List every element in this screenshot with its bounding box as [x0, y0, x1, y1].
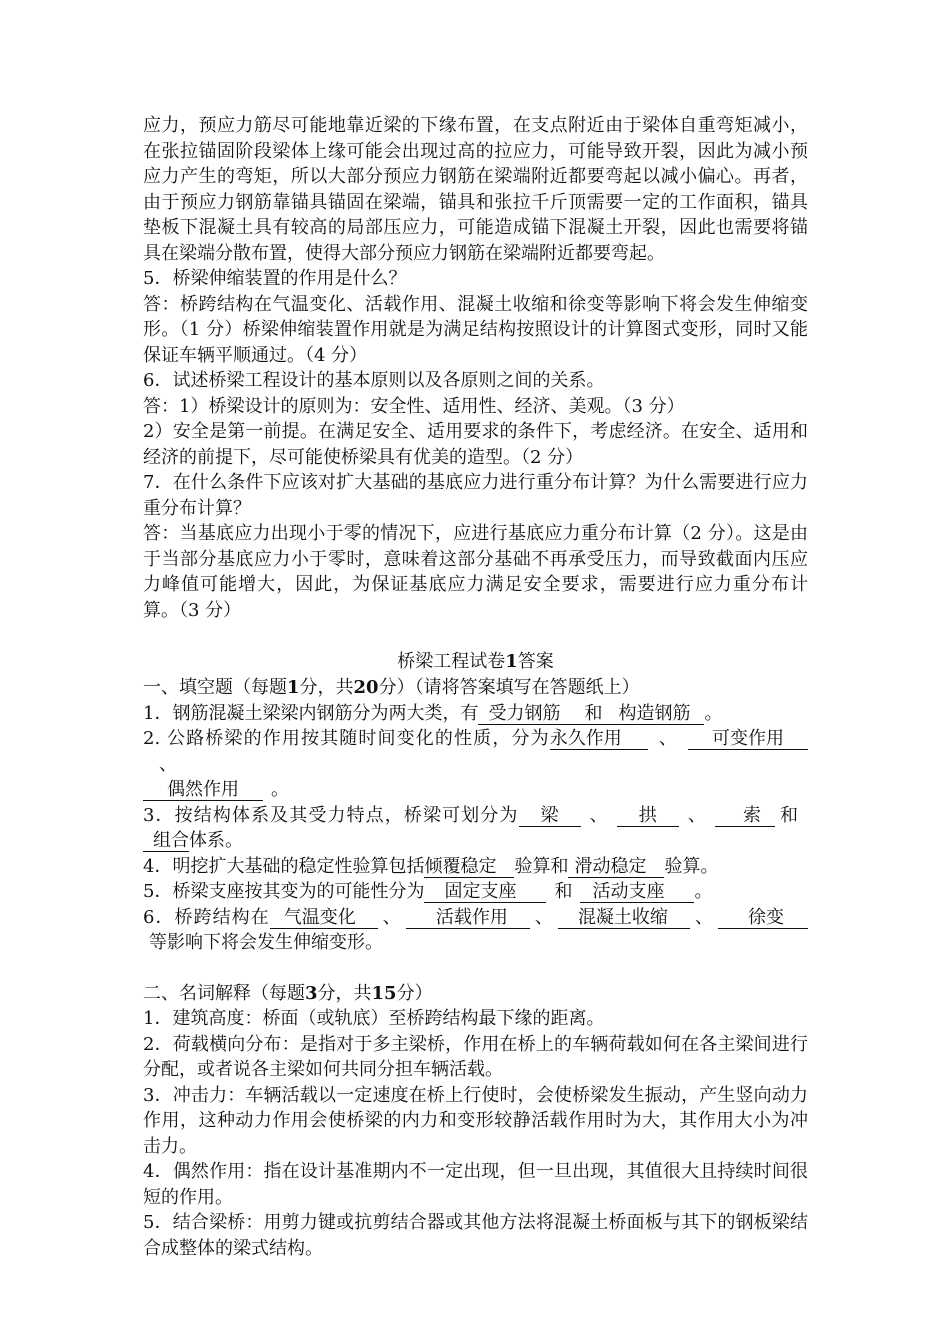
blank-answer: 永久作用 — [550, 729, 648, 750]
fill-blank-5: 5．桥梁支座按其变为的可能性分为 固定支座 和 活动支座 。 — [143, 881, 713, 902]
question-7: 7．在什么条件下应该对扩大基础的基底应力进行重分布计算？为什么需要进行应力重分布计算？ — [143, 472, 808, 519]
term-1: 1．建筑高度：桥面（或轨底）至桥跨结构最下缘的距离。 — [143, 1008, 605, 1029]
blank-answer: 可变作用 — [688, 729, 808, 750]
fill-blank-6: 6．桥跨结构在 气温变化 、 活载作用 、 混凝土收缩 、 徐变等影响下将会发生伸缩变形。 — [143, 905, 808, 956]
blank-answer: 倾覆稳定 — [424, 857, 514, 878]
blank-answer: 梁 — [519, 806, 581, 827]
question-5: 5．桥梁伸缩装置的作用是什么？ — [143, 268, 407, 289]
document-page — [143, 113, 808, 1261]
answer-6-part-2: 2）安全是第一前提。在满足安全、适用要求的条件下，考虑经济。在安全、适用和经济的前提下，尽可能使桥梁具有优美的造型。（2 分） — [143, 421, 808, 468]
blank-answer: 活动支座 — [580, 882, 694, 903]
term-4: 4．偶然作用：指在设计基准期内不一定出现，但一旦出现，其值很大且持续时间很短的作用。 — [143, 1161, 808, 1208]
blank-answer: 活载作用 — [406, 908, 530, 929]
blank-answer: 拱 — [617, 806, 679, 827]
fill-blank-3: 3．按结构体系及其受力特点，桥梁可划分为 梁 、 拱 、 索 和组合体系。 — [143, 804, 799, 851]
blank-answer: 构造钢筋 — [612, 704, 704, 725]
question-6: 6．试述桥梁工程设计的基本原则以及各原则之间的关系。 — [143, 370, 605, 391]
section-gap — [143, 956, 808, 981]
blank-answer: 气温变化 — [270, 908, 378, 929]
paragraph-prestress: 应力，预应力筋尽可能地靠近梁的下缘布置，在支点附近由于梁体自重弯矩减小，在张拉锚固阶段梁体上缘可能会出现过高的拉应力，可能导致开裂，因此为减小预应力产生的弯矩，所以大部分预应力钢筋在梁端附近都要弯起以减小偏心。再者，由于预应力钢筋靠锚具锚固在梁端，锚具和张拉千斤顶需要一定的工作面积，锚具垫板下混凝土具有较高的局部压应力，可能造成锚下混凝土开裂，因此也需要将锚具在梁端分散布置，使得大部分预应力钢筋在梁端附近都要弯起。 — [143, 115, 808, 264]
fill-blank-2: 2. 公路桥梁的作用按其随时间变化的性质，分为永久作用 、 可变作用、 偶然作用 。 — [143, 726, 808, 803]
blank-answer: 混凝土收缩 — [558, 908, 690, 929]
exam-answer-title: 桥梁工程试卷1答案 — [397, 651, 554, 672]
term-3: 3．冲击力：车辆活载以一定速度在桥上行使时，会使桥梁发生振动，产生竖向动力作用，这种动力作用会使桥梁的内力和变形较静活载作用时为大，其作用大小为冲击力。 — [143, 1084, 808, 1157]
term-2: 2．荷载横向分布：是指对于多主梁桥，作用在桥上的车辆荷载如何在各主梁间进行分配，或者说各主梁如何共同分担车辆活载。 — [143, 1033, 808, 1080]
blank-answer: 索 — [715, 806, 775, 827]
answer-7: 答：当基底应力出现小于零的情况下，应进行基底应力重分布计算（2 分）。这是由于当部分基底应力小于零时，意味着这部分基础不再承受压力，而导致截面内压应力峰值可能增大，因此，为保证基底应力满足安全要求，需要进行应力重分布计算。（3 分） — [143, 523, 808, 621]
fill-blank-4: 4．明挖扩大基础的稳定性验算包括倾覆稳定 验算和 滑动稳定 验算。 — [143, 855, 719, 877]
blank-answer: 徐变 — [718, 908, 808, 929]
section-2-heading: 二、名词解释（每题3分，共15分） — [143, 982, 433, 1004]
fill-blank-1: 1．钢筋混凝土梁梁内钢筋分为两大类，有 受力钢筋 和 构造钢筋 。 — [143, 702, 723, 724]
term-5: 5．结合梁桥：用剪力键或抗剪结合器或其他方法将混凝土桥面板与其下的钢板梁结合成整体的梁式结构。 — [143, 1212, 808, 1259]
answer-6-part-1: 答：1）桥梁设计的原则为：安全性、适用性、经济、美观。（3 分） — [143, 395, 685, 417]
blank-answer: 组合 — [143, 831, 189, 852]
section-1-heading: 一、填空题（每题1分，共20分）（请将答案填写在答题纸上） — [143, 677, 640, 698]
answer-5: 答：桥跨结构在气温变化、活载作用、混凝土收缩和徐变等影响下将会发生伸缩变形。（1 分）桥梁伸缩装置作用就是为满足结构按照设计的计算图式变形，同时又能保证车辆平顺通过。（4 分） — [143, 293, 808, 366]
blank-answer: 滑动稳定 — [568, 857, 664, 878]
blank-answer: 偶然作用 — [143, 780, 263, 801]
blank-answer: 受力钢筋 — [478, 704, 574, 725]
blank-answer: 固定支座 — [424, 882, 546, 903]
